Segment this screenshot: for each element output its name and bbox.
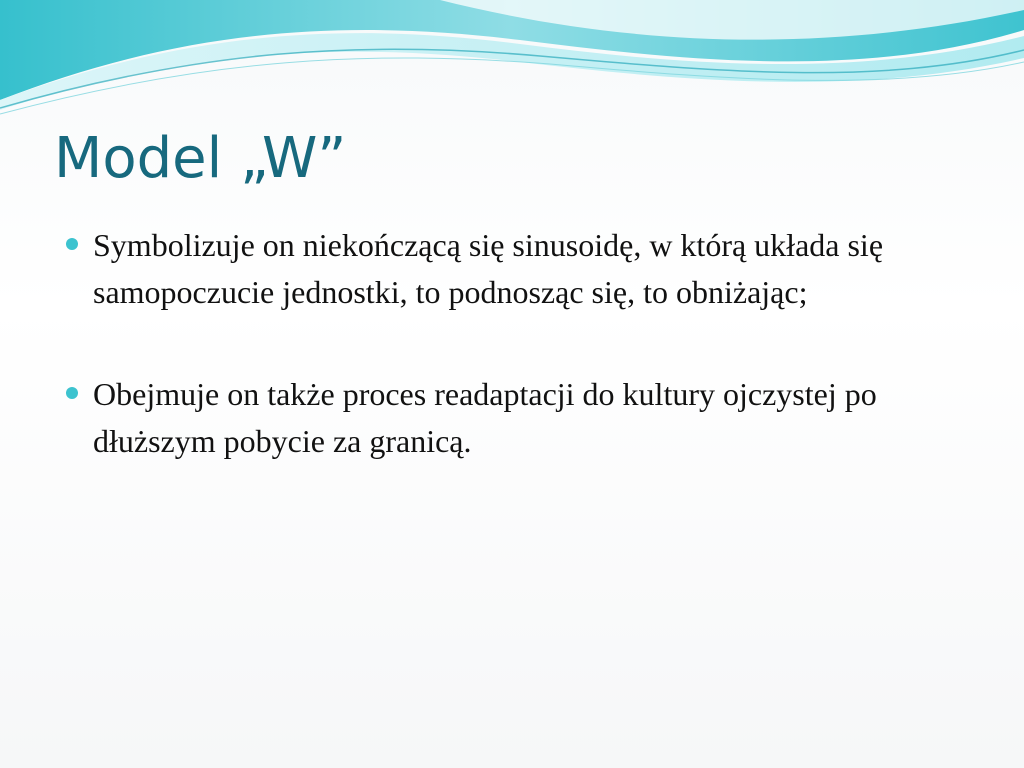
bullet-text: Obejmuje on także proces readaptacji do kultury ojczystej po dłuższym pobycie za granicą. (93, 376, 877, 459)
bullet-dot-icon (66, 238, 78, 250)
decorative-wave-header (0, 0, 1024, 120)
bullet-list (62, 222, 962, 465)
bullet-item (62, 371, 962, 465)
bullet-dot-icon (66, 387, 78, 399)
slide-title: Model „W” (54, 126, 347, 191)
bullet-item (62, 222, 962, 316)
bullet-text: Symbolizuje on niekończącą się sinusoidę, w którą układa się samopoczucie jednostki, to podnosząc się, to obniżając; (93, 227, 884, 310)
